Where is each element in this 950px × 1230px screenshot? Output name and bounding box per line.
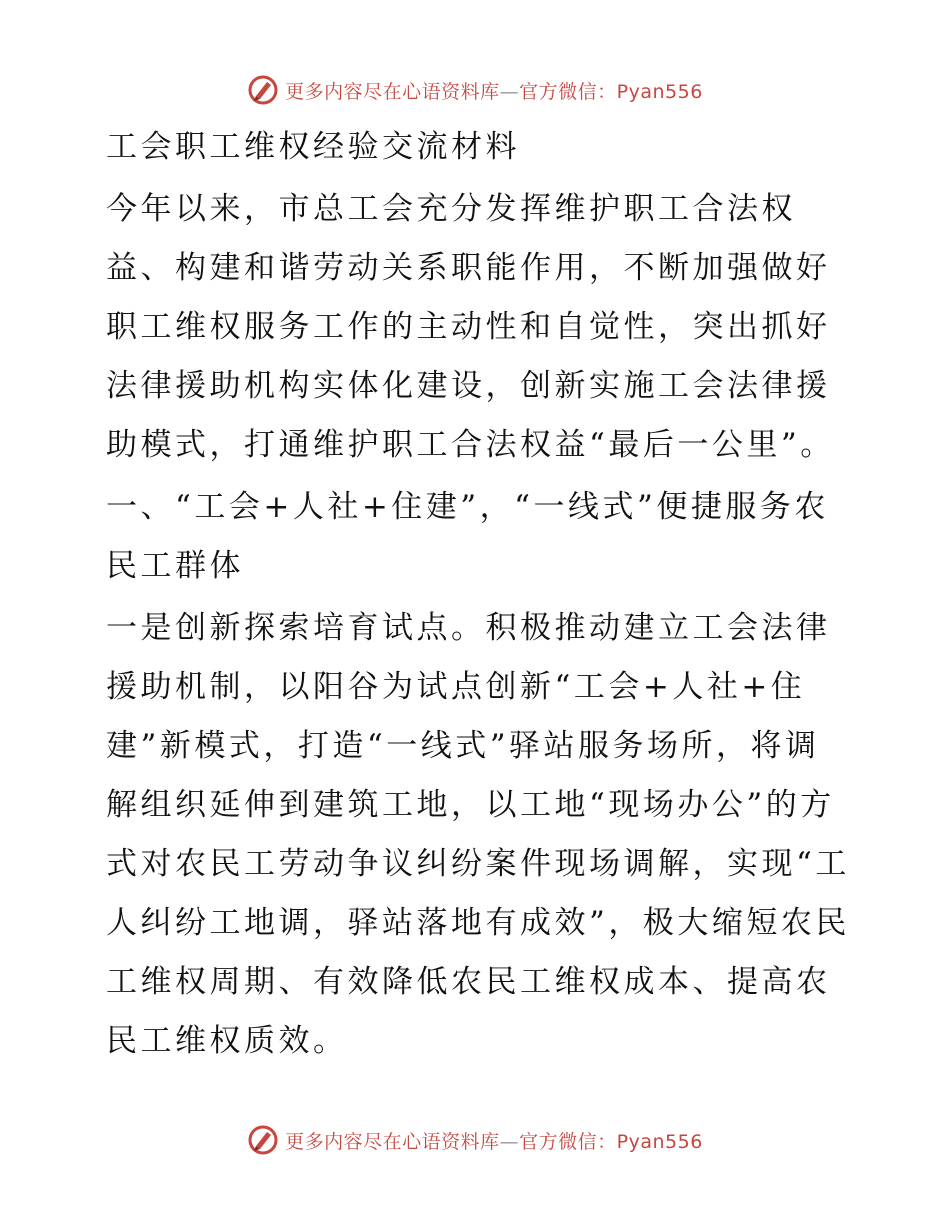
header-banner xyxy=(0,70,950,110)
footer-banner-text xyxy=(285,1127,703,1154)
document-title: 工会职工维权经验交流材料 xyxy=(106,129,520,165)
footer-banner xyxy=(0,1120,950,1160)
header-banner-text xyxy=(285,77,703,104)
header-banner-separator: — xyxy=(499,80,520,103)
header-banner-contact: 官方微信：Pyan556 xyxy=(519,80,703,103)
paragraph-intro: 今年以来，市总工会充分发挥维护职工合法权益、构建和谐劳动关系职能作用，不断加强做好职工维权服务工作的主动性和自觉性，突出抓好法律援助机构实体化建设，创新实施工会法律援助模式，打通维护职工合法权益“最后一公里”。 xyxy=(106,191,835,463)
paragraph-1: 一是创新探索培育试点。积极推动建立工会法律援助机制，以阳谷为试点创新“工会+人社+住建”新模式，打造“一线式”驿站服务场所，将调解组织延伸到建筑工地，以工地“现场办公”的方式对农民工劳动争议纠纷案件现场调解，实现“工人纠纷工地调，驿站落地有成效”，极大缩短农民工维权周期、有效降低农民工维权成本、提高农民工维权质效。 xyxy=(106,610,850,1059)
logo-icon xyxy=(247,74,279,106)
section-heading-1: 一、“工会+人社+住建”，“一线式”便捷服务农民工群体 xyxy=(106,489,829,584)
footer-banner-separator: — xyxy=(499,1130,520,1153)
logo-icon xyxy=(247,1124,279,1156)
header-banner-title: 更多内容尽在心语资料库 xyxy=(285,80,500,103)
footer-banner-title: 更多内容尽在心语资料库 xyxy=(285,1130,500,1153)
document-body xyxy=(98,118,850,1074)
footer-banner-contact: 官方微信：Pyan556 xyxy=(519,1130,703,1153)
